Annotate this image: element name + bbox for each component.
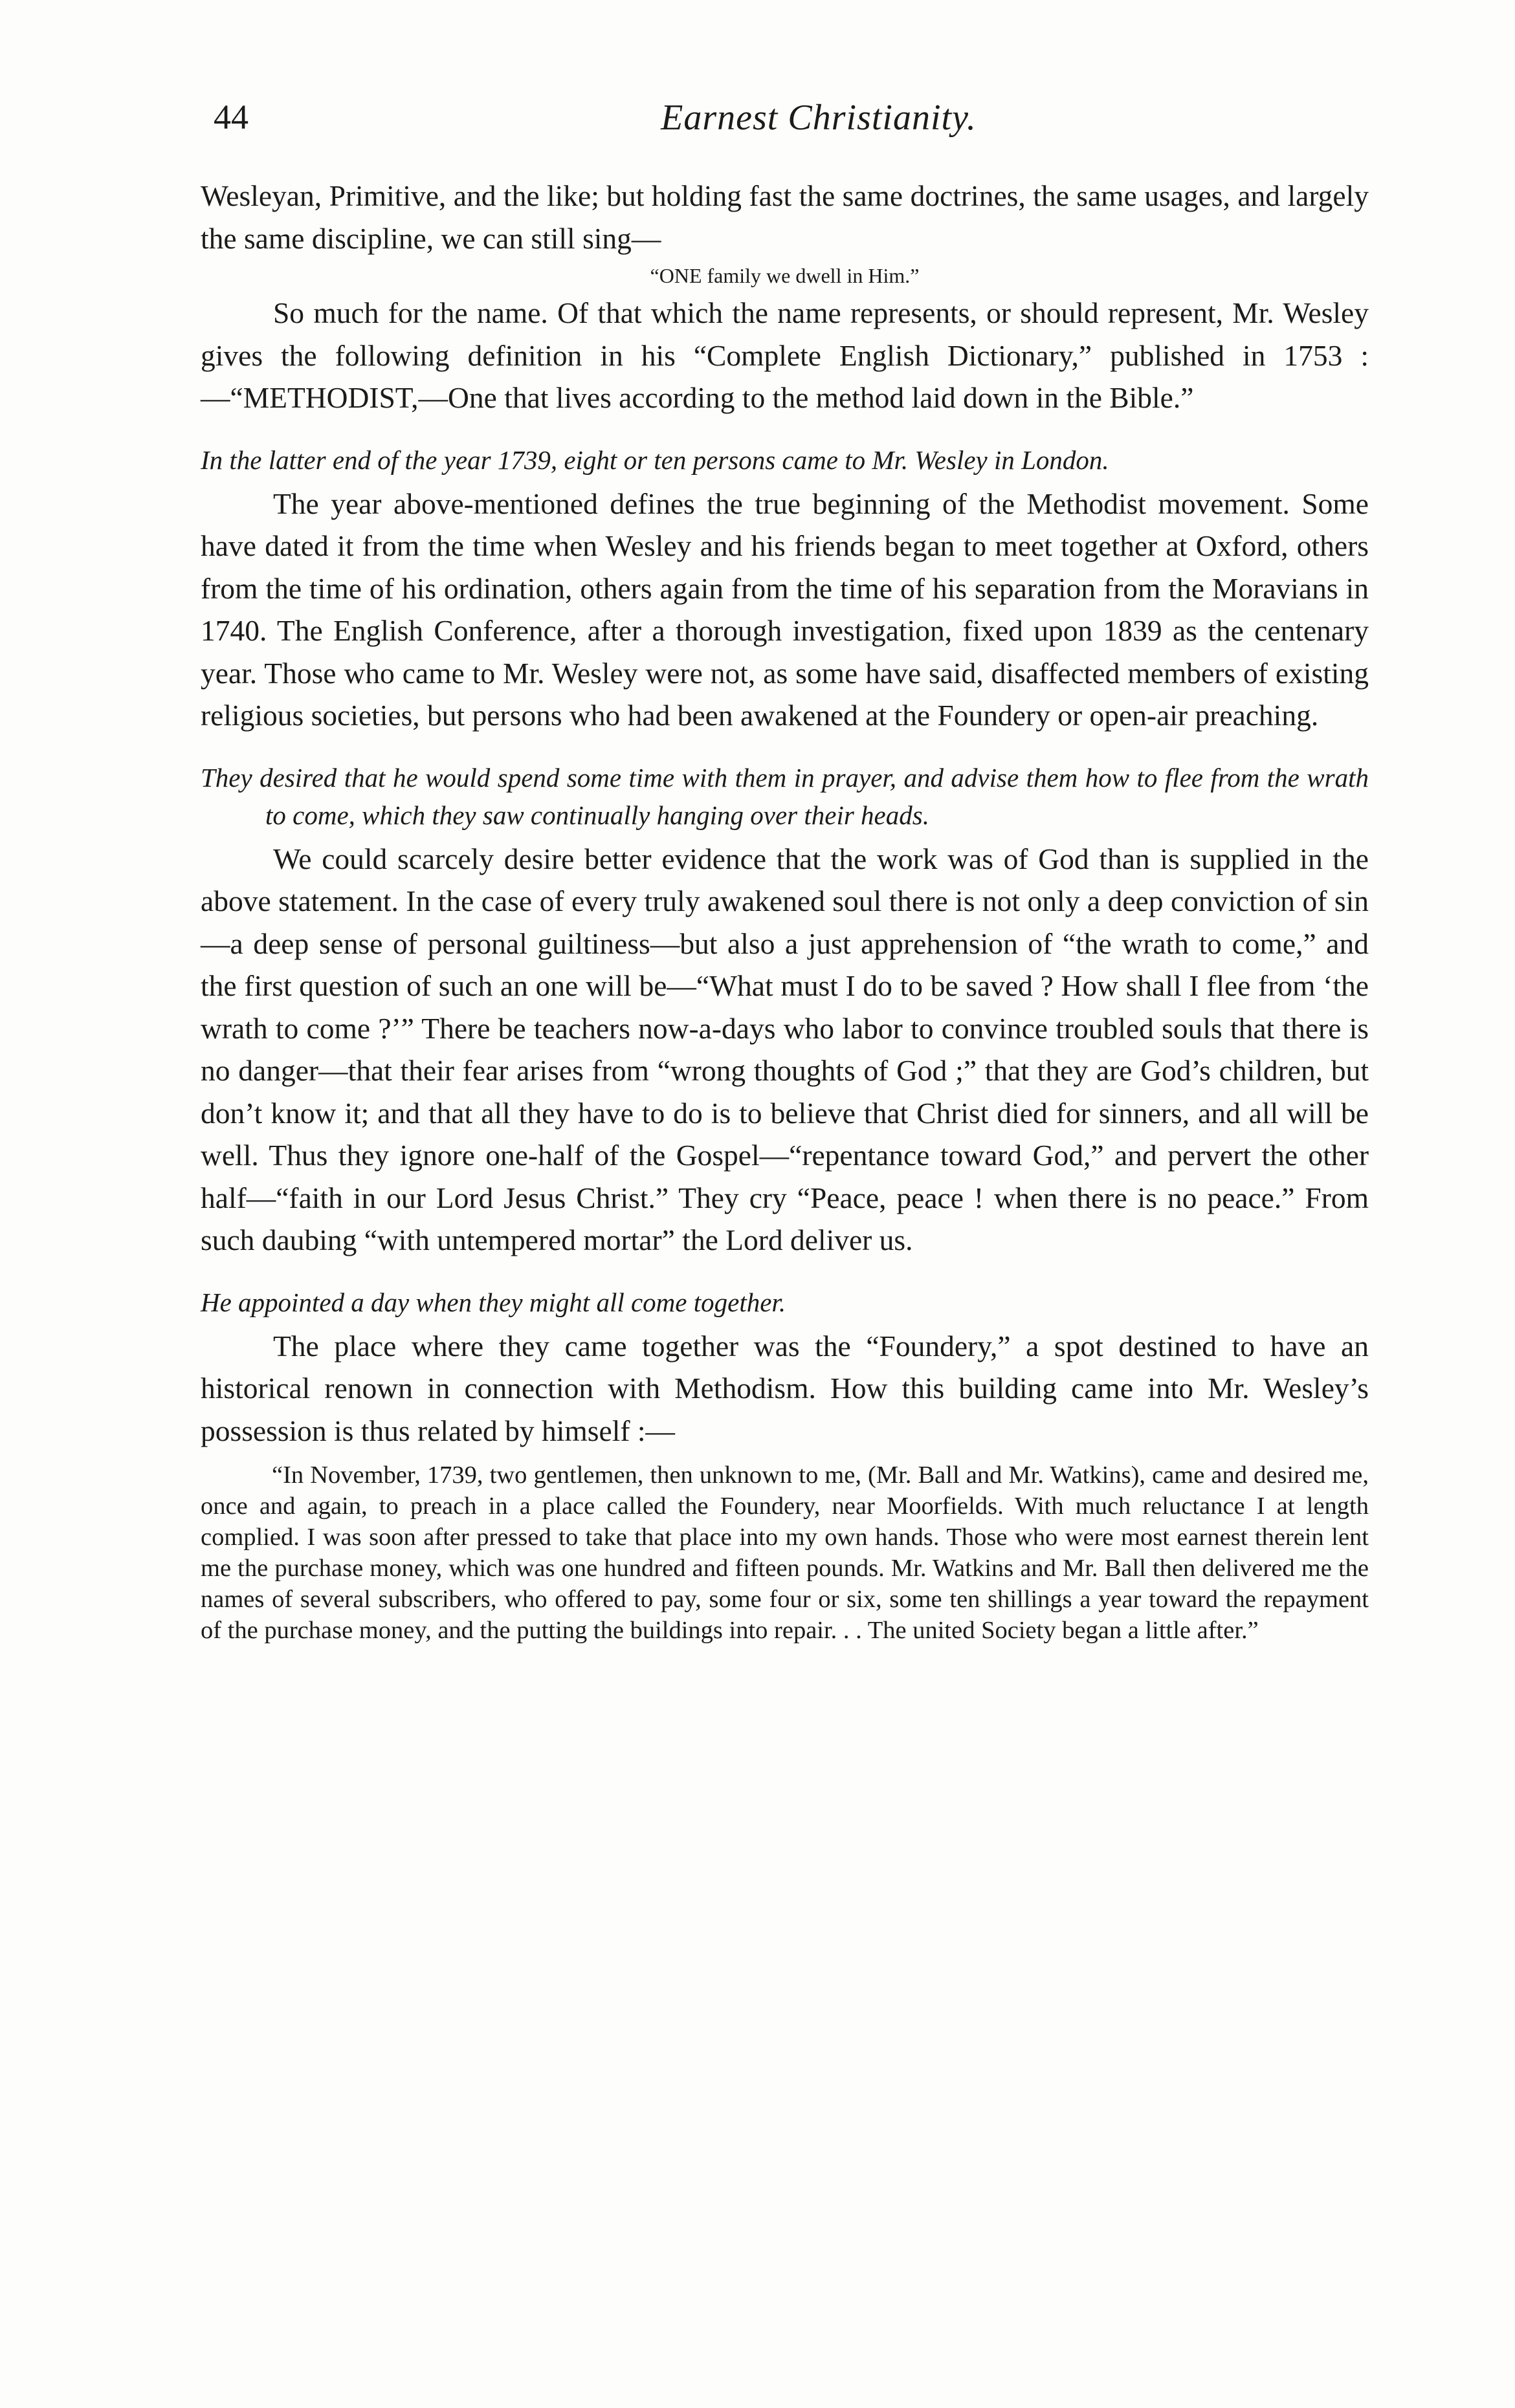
- paragraph-beginning: The year above-mentioned defines the true beginning of the Methodist movement. Some have dated it from the time when Wesley and his friends began to meet together at Oxford, others from the time of his ordination, others again from the time of his separation from the Moravians in 1740. The English Conference, after a thorough investigation, fixed upon 1839 as the centenary year. Those who came to Mr. Wesley were not, as some have said, disaffected members of existing religious societies, but persons who had been awakened at the Foundery or open-air preaching.: [201, 487, 1369, 732]
- page-header: [214, 97, 1378, 155]
- page-number: 44: [214, 98, 249, 137]
- italic-heading-1739: In the latter end of the year 1739, eight or ten persons came to Mr. Wesley in London.: [201, 444, 1109, 475]
- paragraph-definition: So much for the name. Of that which the name represents, or should represent, Mr. Wesley gives the following definition in his “Complete English Dictionary,” published in 1753 :—“METHODIST,—One that lives according to the method laid down in the Bible.”: [201, 296, 1369, 414]
- paragraph-continuation: Wesleyan, Primitive, and the like; but holding fast the same doctrines, the same usages, and largely the same discipline, we can still sing—: [201, 179, 1369, 255]
- paragraph-evidence: We could scarcely desire better evidence that the work was of God than is supplied in the above statement. In the case of every truly awakened soul there is not only a deep conviction of sin—a deep sense of personal guiltiness—but also a just apprehension of “the wrath to come,” and the first question of such an one will be—“What must I do to be saved ? How shall I flee from ‘the wrath to come ?’” There be teachers now-a-days who labor to convince troubled souls that there is no danger—that their fear arises from “wrong thoughts of God ;” that they are God’s children, but don’t know it; and that all they have to do is to believe that Christ died for sinners, and all will be well. Thus they ignore one-half of the Gospel—“repentance toward God,” and pervert the other half—“faith in our Lord Jesus Christ.” They cry “Peace, peace ! when there is no peace.” From such daubing “with untempered mortar” the Lord deliver us.: [201, 842, 1369, 1256]
- paragraph-foundery: The place where they came together was the “Foundery,” a spot destined to have an historical renown in connection with Methodism. How this building came into Mr. Wesley’s possession is thus related by himself :—: [201, 1329, 1369, 1447]
- running-title: Earnest Christianity.: [661, 98, 977, 138]
- hymn-line: “ONE family we dwell in Him.”: [650, 264, 920, 287]
- body-text: [201, 175, 1369, 1646]
- wesley-extract: “In November, 1739, two gentlemen, then unknown to me, (Mr. Ball and Mr. Watkins), came and desired me, once and again, to preach in a place called the Foundery, near Moorfields. With much reluctance I at length complied. I was soon after pressed to take that place into my own hands. Those who were most earnest therein lent me the purchase money, which was one hundred and fifteen pounds. Mr. Watkins and Mr. Ball then delivered me the names of several subscribers, who offered to pay, some four or six, some ten shillings a year toward the repayment of the purchase money, and the putting the buildings into repair. . . The united Society began a little after.”: [201, 1461, 1369, 1644]
- italic-heading-desired: They desired that he would spend some time with them in prayer, and advise them how to flee from the wrath to come, which they saw continually hanging over their heads.: [201, 762, 1369, 830]
- italic-heading-appointed: He appointed a day when they might all come together.: [201, 1287, 786, 1317]
